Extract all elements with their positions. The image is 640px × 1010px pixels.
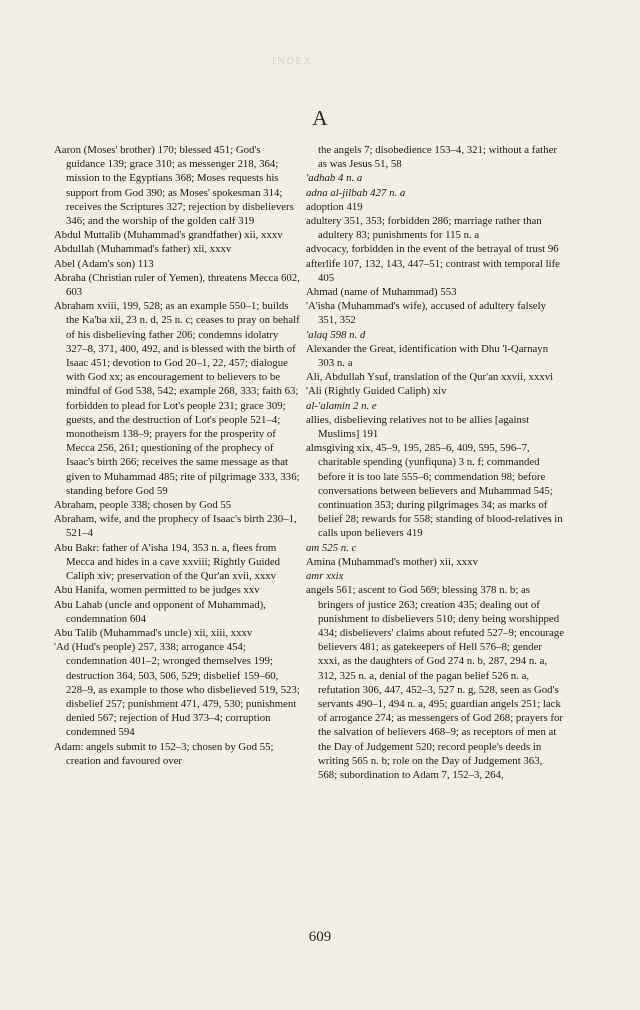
index-entry: adoption 419 xyxy=(306,200,363,213)
index-column-right xyxy=(306,143,564,782)
index-entry: Ali, Abdullah Ysuf, translation of the Qur'an xxvii, xxxvi xyxy=(306,371,554,384)
index-entry: 'alaq 598 n. d xyxy=(306,328,366,341)
index-entry: almsgiving xix, 45–9, 195, 285–6, 409, 595, 596–7, charitable spending (yunfiquna) 3 n. f; commanded before it is too late 555–6; commendation 98; before conversations between believers and Muhammad 545; continuation 353; during pilgrimages 34; as marks of belief 28; rewards for 558; standing of blood-relatives in calls upon believers 419 xyxy=(306,442,563,540)
index-entry: Abu Lahab (uncle and opponent of Muhammad), condemnation 604 xyxy=(54,598,266,625)
index-entry: Abraham, wife, and the prophecy of Isaac's birth 230–1, 521–4 xyxy=(54,513,297,540)
index-entry-continued: the angels 7; disobedience 153–4, 321; without a father as was Jesus 51, 58 xyxy=(318,144,557,171)
index-entry: advocacy, forbidden in the event of the betrayal of trust 96 xyxy=(306,243,559,256)
index-entry: Abu Hanifa, women permitted to be judges xxv xyxy=(54,584,260,597)
index-entry: adna al-jilbab 427 n. a xyxy=(306,186,406,199)
index-entry: Abraham, people 338; chosen by God 55 xyxy=(54,499,232,512)
index-entry: 'Ad (Hud's people) 257, 338; arrogance 454; condemnation 401–2; wronged themselves 199; destruction 364, 503, 506, 529; disbelief 159–60, 228–9, as example to those who disbelieved 519, 523; disbelief 257; punishment 471, 479, 530; punishment denied 567; rejection of Hud 373–4; corruption condemned 594 xyxy=(54,641,300,739)
index-entry: 'adhab 4 n. a xyxy=(306,172,363,185)
index-entry: am 525 n. c xyxy=(306,541,357,554)
index-entry: Abu Bakr: father of A'isha 194, 353 n. a, flees from Mecca and hides in a cave xxviii; Rightly Guided Caliph xiv; preservation of the Qur'an xvii, xxxv xyxy=(54,541,281,583)
section-letter: A xyxy=(312,106,328,130)
index-entry: Amina (Muhammad's mother) xii, xxxv xyxy=(306,555,478,568)
index-entry: Aaron (Moses' brother) 170; blessed 451; God's guidance 139; grace 310; as messenger 218, 364; mission to the Egyptians 368; Moses requests his support from God 390; as Moses' spokesman 314; receives the Scriptures 327; rejection by disbelievers 346; and the worship of the golden calf 319 xyxy=(54,144,294,228)
page-number: 609 xyxy=(308,929,332,945)
index-entry: afterlife 107, 132, 143, 447–51; contrast with temporal life 405 xyxy=(306,257,560,284)
index-entry: Abdullah (Muhammad's father) xii, xxxv xyxy=(54,243,232,256)
running-head: INDEX xyxy=(272,56,314,67)
index-entry: angels 561; ascent to God 569; blessing 378 n. b; as bringers of justice 263; creation 435; dealing out of punishment to disbelievers 510; deny being worshipped 434; disbelievers' claims about refuted 527–9; encourage believers 481; as gatekeepers of Hell 576–8; gender xxxi, as the daughters of God 274 n. b, 287, 294 n. a, 312, 325 n. a, denial of the pagan belief 526 n. a, refutation 306, 447, 452–3, 527 n. g, 528, seen as God's servants 490–1, 494 n. a, 495; guardian angels 251; lack of arrogance 274; as messengers of God 268; prayers for the salvation of believers 468–9; as receptors of men at the Day of Judgement 520; record people's deeds in writing 565 n. b; role on the Day of Judgement 363, 568; subordination to Adam 7, 152–3, 264, xyxy=(306,584,564,781)
index-entry: 'Ali (Rightly Guided Caliph) xiv xyxy=(306,385,447,398)
index-entry: Abdul Muttalib (Muhammad's grandfather) xii, xxxv xyxy=(54,229,283,242)
index-entry: Abu Talib (Muhammad's uncle) xii, xiii, xxxv xyxy=(54,626,253,639)
index-entry: Abraham xviii, 199, 528; as an example 550–1; builds the Ka'ba xii, 23 n. d, 25 n. c; ceases to pray on behalf of his disbelieving father 206; condemns idolatry 327–8, 371, 400, 492, and is blessed with the birth of Isaac 451; devotion to God 20–1, 22, 457; dialogue with God xx; as encouragement to believers to be mindful of God 538, 542; example 268, 333; faith 63; forbidden to plead for Lot's people 231; grace 309; guests, and the destruction of Lot's people 521–4; monotheism 138–9; prayers for the prosperity of Mecca 256, 261; questioning of the prophecy of Isaac's birth 266; receives the same message as that given to Muhammad 485; rite of pilgrimage 333, 336; standing before God 59 xyxy=(54,300,300,497)
index-entry: adultery 351, 353; forbidden 286; marriage rather than adultery 83; punishments for 115 n. a xyxy=(306,215,542,242)
index-entry: amr xxix xyxy=(306,570,344,583)
index-entry: Abraha (Christian ruler of Yemen), threatens Mecca 602, 603 xyxy=(54,271,300,299)
index-entry: Alexander the Great, identification with Dhu 'l-Qarnayn 303 n. a xyxy=(306,342,549,370)
index-column-left xyxy=(54,143,302,768)
index-entry: Ahmad (name of Muhammad) 553 xyxy=(306,286,457,299)
index-entry: 'A'isha (Muhammad's wife), accused of adultery falsely 351, 352 xyxy=(306,300,546,327)
index-entry: al-'alamin 2 n. e xyxy=(306,399,377,412)
index-entry: allies, disbelieving relatives not to be allies [against Muslims] 191 xyxy=(306,413,530,441)
index-entry: Adam: angels submit to 152–3; chosen by God 55; creation and favoured over xyxy=(54,740,274,767)
index-entry: Abel (Adam's son) 113 xyxy=(54,257,154,270)
